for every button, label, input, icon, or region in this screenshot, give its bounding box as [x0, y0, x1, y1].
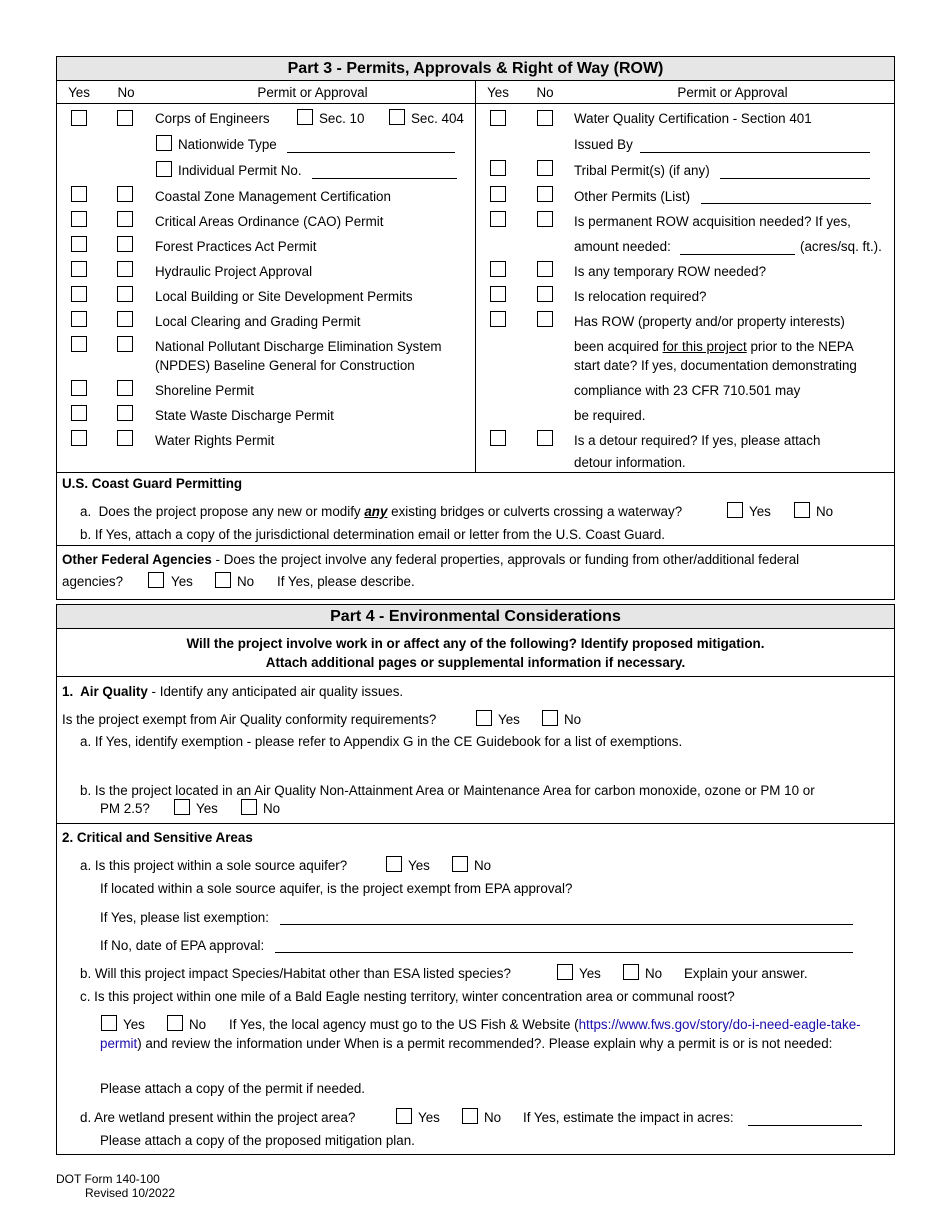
- fws-link[interactable]: https://www.fws.gov/story/do-i-need-eagle-take-: [578, 1017, 861, 1032]
- wetland-no-label: No: [484, 1110, 502, 1125]
- sec10-checkbox[interactable]: [297, 109, 313, 125]
- water-rights-yes-checkbox[interactable]: [71, 430, 87, 446]
- shoreline-no-checkbox[interactable]: [117, 380, 133, 396]
- local-building-yes-checkbox[interactable]: [71, 286, 87, 302]
- issued-by-label: Issued By: [574, 137, 633, 152]
- species-yes-label: Yes: [579, 966, 601, 981]
- wq-no-checkbox[interactable]: [537, 110, 553, 126]
- eagle-question: c. Is this project within one mile of a Bald Eagle nesting territory, winter concentration area or communal roost?: [80, 989, 735, 1004]
- other-fed-question: [62, 553, 799, 566]
- aquifer-sub-question: If located within a sole source aquifer, is the project exempt from EPA approval?: [100, 881, 573, 896]
- corps-label: Corps of Engineers: [155, 111, 270, 126]
- eagle-instructions: [229, 1018, 861, 1031]
- wetland-yes-checkbox[interactable]: [396, 1108, 412, 1124]
- corps-yes-checkbox[interactable]: [71, 110, 87, 126]
- eagle-attach: Please attach a copy of the permit if needed.: [100, 1081, 366, 1096]
- aquifer-no-label: No: [474, 858, 492, 873]
- tribal-label: Tribal Permit(s) (if any): [574, 163, 710, 178]
- air-quality-heading: [62, 685, 403, 698]
- tribal-yes-checkbox[interactable]: [490, 160, 506, 176]
- npdes-label-1: National Pollutant Discharge Elimination System: [155, 339, 442, 354]
- tribal-input[interactable]: [720, 178, 870, 179]
- air-question-b-2: PM 2.5?: [100, 801, 150, 816]
- wq-label: Water Quality Certification - Section 401: [574, 111, 812, 126]
- local-clearing-yes-checkbox[interactable]: [71, 311, 87, 327]
- coast-guard-question-a: [80, 505, 682, 518]
- detour-no-checkbox[interactable]: [537, 430, 553, 446]
- air-b-yes-checkbox[interactable]: [174, 799, 190, 815]
- waste-yes-checkbox[interactable]: [71, 405, 87, 421]
- eagle-no-checkbox[interactable]: [167, 1015, 183, 1031]
- wetland-no-checkbox[interactable]: [462, 1108, 478, 1124]
- species-question: b. Will this project impact Species/Habitat other than ESA listed species?: [80, 966, 511, 981]
- coast-guard-a-post: existing bridges or culverts crossing a waterway?: [387, 504, 683, 519]
- col-no-right: No: [536, 85, 554, 100]
- wetland-attach: Please attach a copy of the proposed mitigation plan.: [100, 1133, 415, 1148]
- tribal-no-checkbox[interactable]: [537, 160, 553, 176]
- other-permits-input[interactable]: [701, 203, 871, 204]
- part4-title: Part 4 - Environmental Considerations: [57, 605, 894, 629]
- other-fed-yes-checkbox[interactable]: [148, 572, 164, 588]
- wetland-yes-label: Yes: [418, 1110, 440, 1125]
- nationwide-label: Nationwide Type: [178, 137, 277, 152]
- eagle-instructions-2: [100, 1037, 832, 1050]
- aquifer-yes-checkbox[interactable]: [386, 856, 402, 872]
- aquifer-question: a. Is this project within a sole source aquifer?: [80, 858, 348, 873]
- waste-no-checkbox[interactable]: [117, 405, 133, 421]
- temp-row-label: Is any temporary ROW needed?: [574, 264, 767, 279]
- eagle-no-label: No: [189, 1017, 207, 1032]
- perm-row-label: Is permanent ROW acquisition needed? If yes,: [574, 214, 851, 229]
- waste-label: State Waste Discharge Permit: [155, 408, 334, 423]
- other-fed-agencies: agencies?: [62, 574, 124, 589]
- detour-label: Is a detour required? If yes, please attach: [574, 433, 821, 448]
- detour-yes-checkbox[interactable]: [490, 430, 506, 446]
- species-no-label: No: [645, 966, 663, 981]
- fws-link-cont[interactable]: permit: [100, 1036, 138, 1051]
- eagle-yes-checkbox[interactable]: [101, 1015, 117, 1031]
- has-row-yes-checkbox[interactable]: [490, 311, 506, 327]
- form-number: DOT Form 140-100: [56, 1172, 160, 1186]
- wetland-estimate-label: If Yes, estimate the impact in acres:: [523, 1110, 734, 1125]
- coast-guard-yes-checkbox[interactable]: [727, 502, 743, 518]
- coast-guard-a-any: any: [364, 504, 388, 519]
- coast-guard-title: U.S. Coast Guard Permitting: [62, 476, 243, 491]
- aquifer-yes-label: Yes: [408, 858, 430, 873]
- hydraulic-no-checkbox[interactable]: [117, 261, 133, 277]
- shoreline-label: Shoreline Permit: [155, 383, 254, 398]
- shoreline-yes-checkbox[interactable]: [71, 380, 87, 396]
- sec404-checkbox[interactable]: [389, 109, 405, 125]
- local-clearing-label: Local Clearing and Grading Permit: [155, 314, 361, 329]
- form-revised: Revised 10/2022: [85, 1186, 176, 1200]
- perm-row-yes-checkbox[interactable]: [490, 211, 506, 227]
- coast-guard-a-pre: a. Does the project propose any new or modify: [80, 504, 365, 519]
- cao-yes-checkbox[interactable]: [71, 211, 87, 227]
- part4-intro-2: Attach additional pages or supplemental information if necessary.: [265, 655, 686, 670]
- divider: [57, 545, 894, 546]
- has-row-no-checkbox[interactable]: [537, 311, 553, 327]
- other-fed-title: Other Federal Agencies: [62, 552, 212, 567]
- local-building-no-checkbox[interactable]: [117, 286, 133, 302]
- air-question-b-1: b. Is the project located in an Air Quality Non-Attainment Area or Maintenance Area for carbon monoxide, ozone or PM 10 or: [80, 783, 815, 798]
- local-building-label: Local Building or Site Development Permits: [155, 289, 413, 304]
- coast-guard-yes-label: Yes: [749, 504, 771, 519]
- air-quality-subtitle: - Identify any anticipated air quality issues.: [147, 684, 404, 699]
- aquifer-epa-date-label: If No, date of EPA approval:: [100, 938, 265, 953]
- forest-label: Forest Practices Act Permit: [155, 239, 317, 254]
- other-fed-text: - Does the project involve any federal properties, approvals or funding from other/additional federal: [211, 552, 800, 567]
- species-explain: Explain your answer.: [684, 966, 808, 981]
- other-permits-no-checkbox[interactable]: [537, 186, 553, 202]
- part3-title: Part 3 - Permits, Approvals & Right of Way (ROW): [57, 57, 894, 81]
- has-row-label: Has ROW (property and/or property interests): [574, 314, 845, 329]
- water-rights-label: Water Rights Permit: [155, 433, 275, 448]
- eagle-text-2: ) and review the information under When is a permit recommended?. Please explain why a permit is or is not needed:: [137, 1036, 833, 1051]
- critical-title: 2. Critical and Sensitive Areas: [62, 830, 253, 845]
- npdes-label-2: (NPDES) Baseline General for Construction: [155, 358, 415, 373]
- individual-checkbox[interactable]: [156, 161, 172, 177]
- relocation-label: Is relocation required?: [574, 289, 707, 304]
- local-clearing-no-checkbox[interactable]: [117, 311, 133, 327]
- sec404-label: Sec. 404: [411, 111, 464, 126]
- forest-yes-checkbox[interactable]: [71, 236, 87, 252]
- npdes-yes-checkbox[interactable]: [71, 336, 87, 352]
- aquifer-epa-date-input[interactable]: [275, 952, 853, 953]
- air-exempt-question: Is the project exempt from Air Quality conformity requirements?: [62, 712, 437, 727]
- part4-intro-1: Will the project involve work in or affect any of the following? Identify proposed mitigation.: [186, 636, 765, 651]
- coast-guard-question-b: b. If Yes, attach a copy of the jurisdictional determination email or letter from the U.S. Coast Guard.: [80, 527, 666, 542]
- divider: [57, 676, 894, 677]
- cao-label: Critical Areas Ordinance (CAO) Permit: [155, 214, 384, 229]
- coastal-label: Coastal Zone Management Certification: [155, 189, 391, 204]
- col-yes-right: Yes: [487, 85, 509, 100]
- relocation-no-checkbox[interactable]: [537, 286, 553, 302]
- air-b-yes-label: Yes: [196, 801, 218, 816]
- other-fed-describe: If Yes, please describe.: [277, 574, 415, 589]
- divider: [57, 472, 894, 473]
- npdes-no-checkbox[interactable]: [117, 336, 133, 352]
- divider: [475, 81, 476, 472]
- col-yes-left: Yes: [68, 85, 90, 100]
- other-fed-no-label: No: [237, 574, 255, 589]
- cao-no-checkbox[interactable]: [117, 211, 133, 227]
- nationwide-checkbox[interactable]: [156, 135, 172, 151]
- compliance-label: compliance with 23 CFR 710.501 may: [574, 383, 801, 398]
- eagle-text: If Yes, the local agency must go to the US Fish & Website (: [229, 1017, 579, 1032]
- aquifer-no-checkbox[interactable]: [452, 856, 468, 872]
- prior-to-nepa-text: prior to the NEPA: [746, 339, 854, 354]
- detour-info-label: detour information.: [574, 455, 686, 470]
- air-exempt-yes-label: Yes: [498, 712, 520, 727]
- coastal-no-checkbox[interactable]: [117, 186, 133, 202]
- col-no-left: No: [117, 85, 135, 100]
- for-this-project-text: for this project: [662, 339, 747, 354]
- air-b-no-checkbox[interactable]: [241, 799, 257, 815]
- issued-by-input[interactable]: [640, 152, 870, 153]
- individual-label: Individual Permit No.: [178, 163, 302, 178]
- start-date-label: start date? If yes, documentation demonstrating: [574, 358, 857, 373]
- nationwide-input[interactable]: [287, 152, 455, 153]
- relocation-yes-checkbox[interactable]: [490, 286, 506, 302]
- be-required-label: be required.: [574, 408, 646, 423]
- wq-yes-checkbox[interactable]: [490, 110, 506, 126]
- coast-guard-no-checkbox[interactable]: [794, 502, 810, 518]
- wetland-question: d. Are wetland present within the project area?: [80, 1110, 356, 1125]
- perm-row-no-checkbox[interactable]: [537, 211, 553, 227]
- aquifer-exemption-input[interactable]: [280, 924, 853, 925]
- other-permits-label: Other Permits (List): [574, 189, 691, 204]
- amount-input[interactable]: [680, 254, 795, 255]
- been-acquired-text: been acquired: [574, 339, 663, 354]
- acres-label: (acres/sq. ft.).: [800, 239, 882, 254]
- divider: [57, 823, 894, 824]
- col-permit-left: Permit or Approval: [257, 85, 368, 100]
- air-question-a: a. If Yes, identify exemption - please refer to Appendix G in the CE Guidebook for a list of exemptions.: [80, 734, 683, 749]
- been-acquired-label: [574, 340, 854, 353]
- hydraulic-yes-checkbox[interactable]: [71, 261, 87, 277]
- air-exempt-no-checkbox[interactable]: [542, 710, 558, 726]
- other-permits-yes-checkbox[interactable]: [490, 186, 506, 202]
- individual-input[interactable]: [312, 178, 457, 179]
- other-fed-no-checkbox[interactable]: [215, 572, 231, 588]
- forest-no-checkbox[interactable]: [117, 236, 133, 252]
- col-permit-right: Permit or Approval: [677, 85, 788, 100]
- corps-no-checkbox[interactable]: [117, 110, 133, 126]
- water-rights-no-checkbox[interactable]: [117, 430, 133, 446]
- air-b-no-label: No: [263, 801, 281, 816]
- air-quality-title: 1. Air Quality: [62, 684, 148, 699]
- temp-row-no-checkbox[interactable]: [537, 261, 553, 277]
- species-no-checkbox[interactable]: [623, 964, 639, 980]
- coast-guard-no-label: No: [816, 504, 834, 519]
- amount-label: amount needed:: [574, 239, 671, 254]
- wetland-acres-input[interactable]: [748, 1125, 862, 1126]
- aquifer-exemption-label: If Yes, please list exemption:: [100, 910, 269, 925]
- air-exempt-no-label: No: [564, 712, 582, 727]
- eagle-yes-label: Yes: [123, 1017, 145, 1032]
- temp-row-yes-checkbox[interactable]: [490, 261, 506, 277]
- species-yes-checkbox[interactable]: [557, 964, 573, 980]
- coastal-yes-checkbox[interactable]: [71, 186, 87, 202]
- air-exempt-yes-checkbox[interactable]: [476, 710, 492, 726]
- other-fed-yes-label: Yes: [171, 574, 193, 589]
- sec10-label: Sec. 10: [319, 111, 365, 126]
- hydraulic-label: Hydraulic Project Approval: [155, 264, 313, 279]
